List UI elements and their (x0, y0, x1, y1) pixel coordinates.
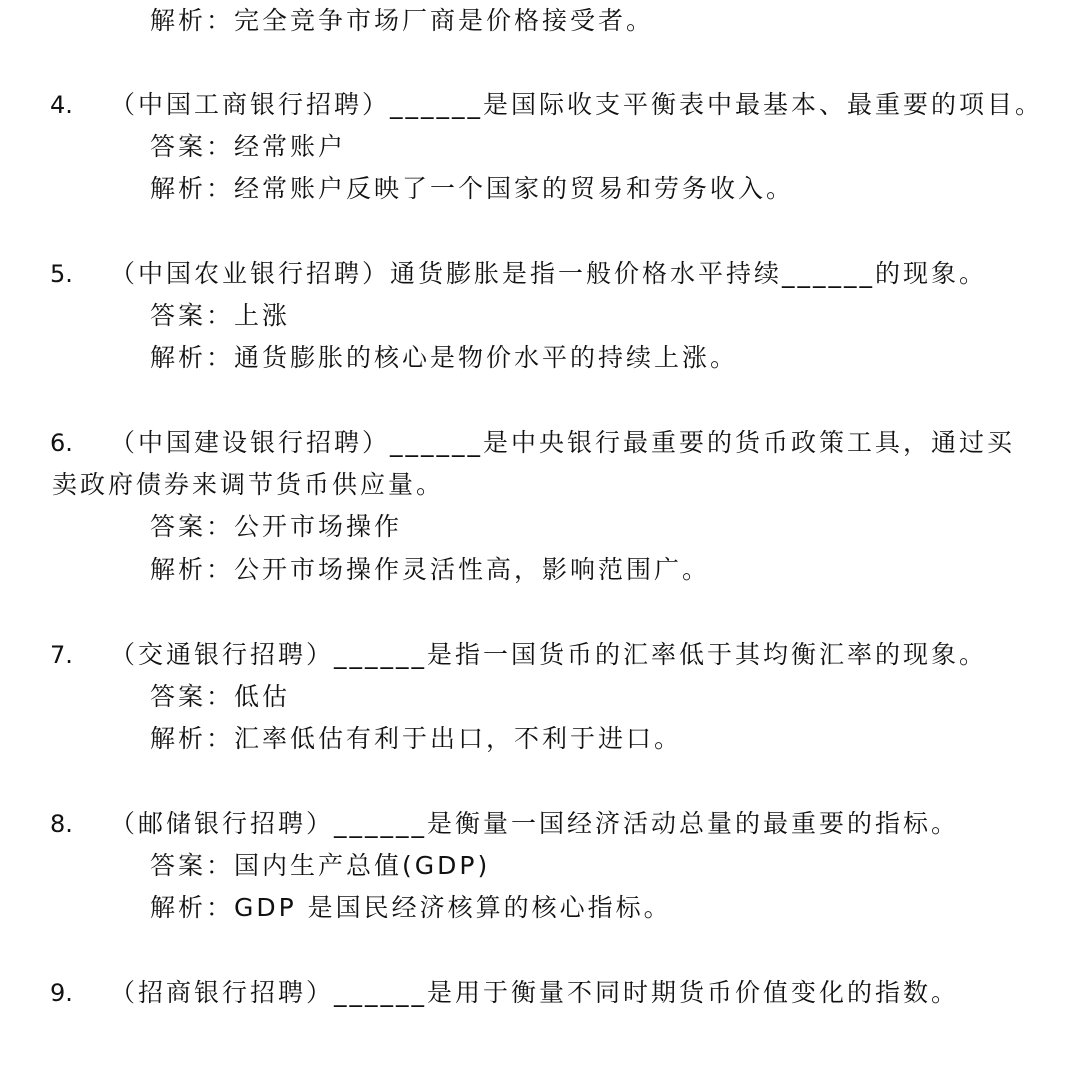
answer-line: 答案：低估 (150, 682, 291, 711)
analysis-line: 解析：经常账户反映了一个国家的贸易和劳务收入。 (150, 174, 795, 203)
question-number: 4. (50, 91, 73, 119)
question-number: 7. (50, 641, 73, 669)
answer-line: 答案：公开市场操作 (150, 512, 403, 541)
answer-line: 答案：经常账户 (150, 132, 347, 161)
analysis-line: 解析：通货膨胀的核心是物价水平的持续上涨。 (150, 343, 739, 372)
question-text: （中国工商银行招聘）______是国际收支平衡表中最基本、最重要的项目。 (110, 90, 1044, 119)
question-text: （交通银行招聘）______是指一国货币的汇率低于其均衡汇率的现象。 (110, 640, 988, 669)
analysis-line: 解析：GDP 是国民经济核算的核心指标。 (150, 893, 672, 922)
answer-line: 答案：上涨 (150, 301, 291, 330)
question-text: （中国农业银行招聘）通货膨胀是指一般价格水平持续______的现象。 (110, 259, 988, 288)
question-text-continuation: 卖政府债券来调节货币供应量。 (52, 470, 445, 499)
question-number: 6. (50, 429, 73, 457)
analysis-line: 解析：完全竞争市场厂商是价格接受者。 (150, 6, 655, 35)
question-number: 9. (50, 979, 73, 1007)
question-text: （招商银行招聘）______是用于衡量不同时期货币价值变化的指数。 (110, 978, 960, 1007)
question-text: （邮储银行招聘）______是衡量一国经济活动总量的最重要的指标。 (110, 809, 960, 838)
analysis-line: 解析：公开市场操作灵活性高，影响范围广。 (150, 555, 711, 584)
question-number: 8. (50, 810, 73, 838)
question-text: （中国建设银行招聘）______是中央银行最重要的货币政策工具，通过买 (110, 428, 1016, 457)
analysis-line: 解析：汇率低估有利于出口，不利于进口。 (150, 724, 683, 753)
question-number: 5. (50, 260, 73, 288)
answer-line: 答案：国内生产总值(GDP) (150, 851, 491, 880)
